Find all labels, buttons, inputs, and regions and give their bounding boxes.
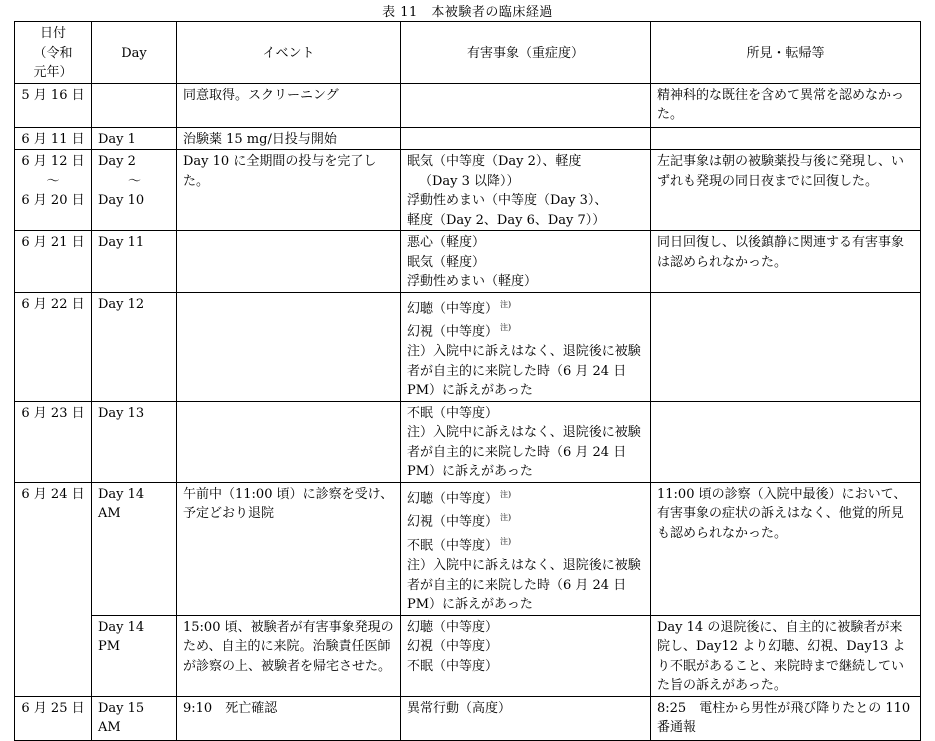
footnote-mark: 注) xyxy=(500,489,512,499)
row-findings xyxy=(651,292,921,401)
header-row xyxy=(15,22,921,84)
row-adverse: 眠気（中等度（Day 2）、軽度 （Day 3 以降）） 浮動性めまい（中等度（Day 3）、 軽度（Day 2、Day 6、Day 7）） xyxy=(401,150,651,231)
row-day: Day 11 xyxy=(92,231,177,293)
table-row xyxy=(15,615,921,696)
row-adverse xyxy=(401,127,651,150)
footnote-mark: 注) xyxy=(500,513,512,523)
row-adverse: 幻聴（中等度） 幻視（中等度） 不眠（中等度） xyxy=(401,615,651,696)
footnote-mark: 注) xyxy=(500,299,512,309)
row-day: Day 12 xyxy=(92,292,177,401)
header-adverse: 有害事象（重症度） xyxy=(401,22,651,84)
row-date: 6 月 25 日 xyxy=(15,696,92,740)
row-event: 15:00 頃、被験者が有害事象発現のため、自主的に来院。治験責任医師が診察の上、被験者を帰宅させた。 xyxy=(177,615,401,696)
row-event: 同意取得。スクリーニング xyxy=(177,83,401,127)
row-day: Day 13 xyxy=(92,401,177,482)
row-findings: 精神科的な既往を含めて異常を認めなかった。 xyxy=(651,83,921,127)
row-findings: 左記事象は朝の被験薬投与後に発現し、いずれも発現の同日夜までに回復した。 xyxy=(651,150,921,231)
row-date: 5 月 16 日 xyxy=(15,83,92,127)
row-day: Day 14 PM xyxy=(92,615,177,696)
row-findings: 8:25 電柱から男性が飛び降りたとの 110 番通報 xyxy=(651,696,921,740)
row-findings: 11:00 頃の診察（入院中最後）において、有害事象の症状の訴えはなく、他覚的所見も認められなかった。 xyxy=(651,482,921,615)
table-row xyxy=(15,150,921,231)
row-date: 6 月 24 日 xyxy=(15,482,92,696)
table-row xyxy=(15,83,921,127)
row-findings xyxy=(651,127,921,150)
row-findings: 同日回復し、以後鎮静に関連する有害事象は認められなかった。 xyxy=(651,231,921,293)
row-event: Day 10 に全期間の投与を完了した。 xyxy=(177,150,401,231)
table-row xyxy=(15,127,921,150)
row-date: 6 月 23 日 xyxy=(15,401,92,482)
row-adverse: 幻聴（中等度） $^{注)}$ 幻視（中等度） $^{注)}$ 注）入院中に訴えはなく、退院後に被験者が自主的に来院した時（6 月 24 日 PM）に訴えがあった xyxy=(401,292,651,401)
row-event: 治験薬 15 mg/日投与開始 xyxy=(177,127,401,150)
row-day: Day 14 AM xyxy=(92,482,177,615)
footnote-text: 注）入院中に訴えはなく、退院後に被験者が自主的に来院した時（6 月 24 日 PM）に訴えがあった xyxy=(407,425,641,480)
header-findings: 所見・転帰等 xyxy=(651,22,921,84)
table-row xyxy=(15,292,921,401)
table-row xyxy=(15,401,921,482)
row-adverse xyxy=(401,83,651,127)
row-day: Day 1 xyxy=(92,127,177,150)
footnote-text: 注）入院中に訴えはなく、退院後に被験者が自主的に来院した時（6 月 24 日 PM）に訴えがあった xyxy=(407,344,641,399)
row-adverse: 異常行動（高度） xyxy=(401,696,651,740)
row-adverse: 悪心（軽度） 眠気（軽度） 浮動性めまい（軽度） xyxy=(401,231,651,293)
table-caption: 表 11 本被験者の臨床経過 xyxy=(382,5,553,20)
row-event: 午前中（11:00 頃）に診察を受け、予定どおり退院 xyxy=(177,482,401,615)
footnote-text: 注）入院中に訴えはなく、退院後に被験者が自主的に来院した時（6 月 24 日 PM）に訴えがあった xyxy=(407,558,641,613)
header-date: 日付 （令和 元年） xyxy=(15,22,92,84)
table-row xyxy=(15,231,921,293)
row-adverse: 幻聴（中等度） $^{注)}$ 幻視（中等度） $^{注)}$ 不眠（中等度） $^{注)}$ 注）入院中に訴えはなく、退院後に被験者が自主的に来院した時（6 月 24 日 PM）に訴えがあった xyxy=(401,482,651,615)
row-findings xyxy=(651,401,921,482)
row-adverse: 不眠（中等度） 注）入院中に訴えはなく、退院後に被験者が自主的に来院した時（6 月 24 日 PM）に訴えがあった xyxy=(401,401,651,482)
row-event: 9:10 死亡確認 xyxy=(177,696,401,740)
row-day: Day 2 〜 Day 10 xyxy=(92,150,177,231)
header-event: イベント xyxy=(177,22,401,84)
table-row xyxy=(15,696,921,740)
row-day xyxy=(92,83,177,127)
row-event xyxy=(177,292,401,401)
row-event xyxy=(177,401,401,482)
row-event xyxy=(177,231,401,293)
row-date: 6 月 11 日 xyxy=(15,127,92,150)
table-row xyxy=(15,482,921,615)
footnote-mark: 注) xyxy=(500,537,512,547)
footnote-mark: 注) xyxy=(500,323,512,333)
row-date: 6 月 12 日 〜 6 月 20 日 xyxy=(15,150,92,231)
row-date: 6 月 22 日 xyxy=(15,292,92,401)
row-day: Day 15 AM xyxy=(92,696,177,740)
row-findings: Day 14 の退院後に、自主的に被験者が来院し、Day12 より幻聴、幻視、Day13 より不眠があること、来院時まで継続していた旨の訴えがあった。 xyxy=(651,615,921,696)
row-date: 6 月 21 日 xyxy=(15,231,92,293)
clinical-course-table xyxy=(14,21,921,741)
header-day: Day xyxy=(92,22,177,84)
